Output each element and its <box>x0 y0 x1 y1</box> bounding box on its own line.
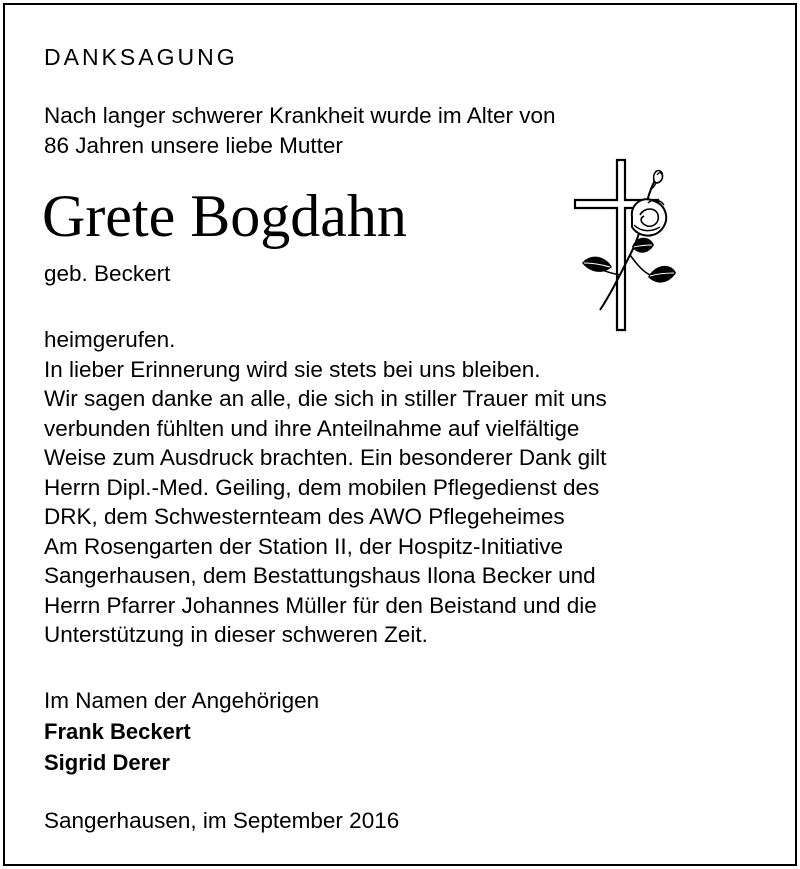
rose-bud <box>654 171 663 183</box>
signature-intro: Im Namen der Angehörigen <box>44 688 320 713</box>
rose-blossom <box>632 199 666 235</box>
place-and-date: Sangerhausen, im September 2016 <box>44 808 400 833</box>
signatory-name: Sigrid Derer <box>44 750 170 775</box>
cross-with-rose-icon <box>570 155 685 335</box>
maiden-name: geb. Beckert <box>44 261 171 286</box>
intro-text: Nach langer schwerer Krankheit wurde im Alter von 86 Jahren unsere liebe Mutter <box>44 103 556 158</box>
notice-body: heimgerufen. In lieber Erinnerung wird sie stets bei uns bleiben. Wir sagen danke an alle, die sich in stiller Trauer mit uns verbunden fühlten und ihre Anteilnahme auf vielfältige Weise zum Ausdruck brachten. Ein besonderer Dank gilt Herrn Dipl.-Med. Geiling, dem mobilen Pflegedienst des DRK, dem Schwesternteam des AWO Pflegeheimes Am Rosengarten der Station II, der Hospitz-Initiative Sangerhausen, dem Bestattungshaus Ilona Becker und Herrn Pfarrer Johannes Müller für den Beistand und die Unterstützung in dieser schweren Zeit. <box>44 327 607 647</box>
signatory-name: Frank Beckert <box>44 719 191 744</box>
notice-heading: DANKSAGUNG <box>44 44 238 70</box>
deceased-name: Grete Bogdahn <box>42 183 407 249</box>
rose-leaf-right <box>648 266 676 283</box>
